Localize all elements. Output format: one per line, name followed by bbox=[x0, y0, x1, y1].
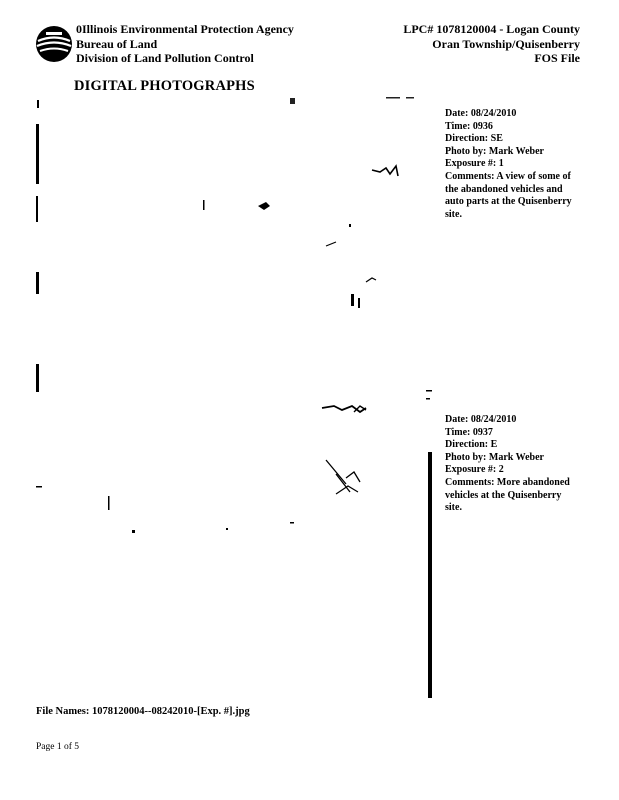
photo-1-photographer: Photo by: Mark Weber bbox=[445, 145, 544, 157]
agency-header bbox=[76, 22, 294, 66]
township-name: Oran Township/Quisenberry bbox=[432, 36, 580, 51]
photo-2 bbox=[36, 398, 432, 698]
division-name: Division of Land Pollution Control bbox=[76, 51, 254, 65]
photo-2-direction: Direction: E bbox=[445, 439, 498, 451]
photo-1-time: Time: 0936 bbox=[445, 120, 493, 132]
photo-1-direction: Direction: SE bbox=[445, 133, 503, 145]
agency-name: 0Illinois Environmental Protection Agency bbox=[76, 22, 294, 36]
file-names: File Names: 1078120004--08242010-[Exp. #].jpg bbox=[36, 706, 250, 717]
photo-2-info bbox=[445, 414, 580, 515]
photo-2-exposure: Exposure #: 2 bbox=[445, 464, 504, 476]
photo-1-date: Date: 08/24/2010 bbox=[445, 108, 517, 119]
page-title: DIGITAL PHOTOGRAPHS bbox=[74, 78, 255, 94]
photo-2-photographer: Photo by: Mark Weber bbox=[445, 451, 544, 463]
photo-1-exposure: Exposure #: 1 bbox=[445, 158, 504, 170]
photo-1-info bbox=[445, 108, 580, 221]
page-number: Page 1 of 5 bbox=[36, 742, 80, 752]
lpc-header bbox=[403, 22, 580, 66]
photo-2-time: Time: 0937 bbox=[445, 426, 493, 438]
illinois-epa-logo-icon bbox=[34, 24, 74, 64]
photo-1-comments: Comments: A view of some of the abandoned vehicles and auto parts at the Quisenberry site. bbox=[445, 170, 572, 220]
file-type: FOS File bbox=[534, 51, 580, 65]
photo-1 bbox=[36, 96, 432, 398]
bureau-name: Bureau of Land bbox=[76, 36, 158, 51]
photo-2-date: Date: 08/24/2010 bbox=[445, 414, 517, 425]
photo-2-comments: Comments: More abandoned vehicles at the Quisenberry site. bbox=[445, 476, 570, 514]
lpc-number: LPC# 1078120004 - Logan County bbox=[403, 22, 580, 36]
